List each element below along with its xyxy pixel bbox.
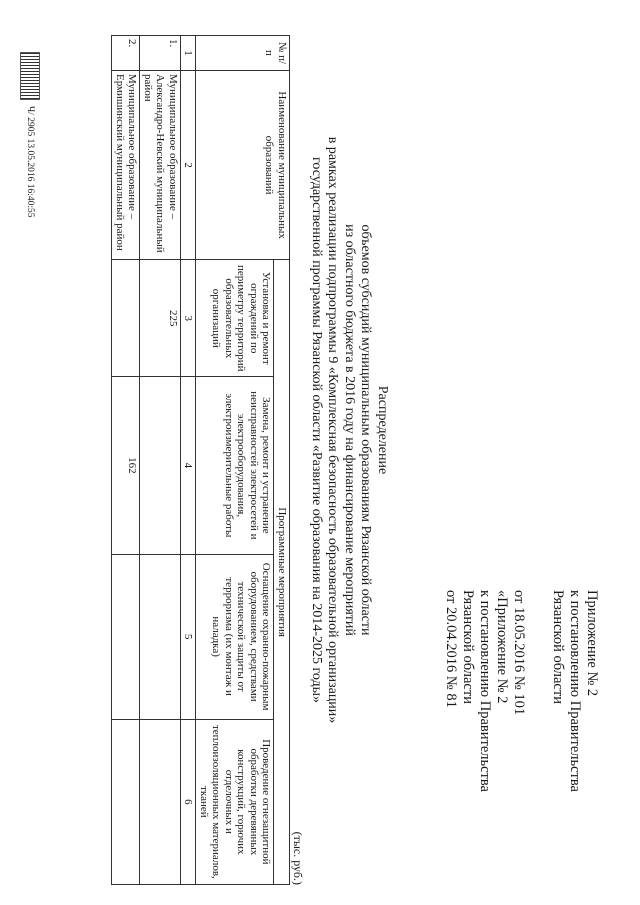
header-electrical: Замена, ремонт и устранение неисправностей электросетей и электрооборудования, электроизмерительные работы [196, 377, 274, 554]
title-line: из областного бюджета в 2016 году на финансирование мероприятий [342, 224, 357, 636]
header-num: № п/п [196, 36, 290, 71]
subsidy-table [112, 35, 291, 885]
column-number: 4 [181, 377, 197, 554]
row-value-security [112, 554, 140, 719]
header-security-equipment: Оснащение охранно-пожарным оборудованием, средствами технической защиты от терроризма (их монтаж и наладка) [196, 554, 274, 719]
table-row [112, 36, 140, 885]
column-number: 6 [181, 719, 197, 884]
row-value-electrical [140, 377, 181, 554]
appendix-line: к постановлению Правительства [477, 590, 493, 792]
registration-stamp [20, 52, 40, 217]
appendix-date: от 20.04.2016 № 81 [443, 590, 459, 708]
row-value-fences [112, 260, 140, 377]
appendix-previous [442, 590, 510, 792]
title-line: объемов субсидий муниципальным образованиям Рязанской области [358, 224, 374, 636]
row-name: Муниципальное образование – Александро-Невский муниципальный район [140, 70, 181, 259]
appendix-line: Рязанской области [460, 590, 476, 704]
appendix-line: Рязанской области [550, 590, 566, 704]
title-line: государственной программы Рязанской области «Развитие образования на 2014-2025 годы» [309, 156, 324, 704]
appendix-date: от 18.05.2016 № 101 [511, 590, 527, 716]
appendix-line: Приложение № 2 [584, 590, 600, 697]
title-line: в рамках реализации подпрограммы 9 «Комплексная безопасность образовательной организации» [325, 136, 341, 724]
row-num: 2. [112, 36, 140, 71]
row-value-security [140, 554, 181, 719]
barcode-icon [20, 52, 40, 100]
column-number: 1 [181, 36, 197, 71]
stamp-text: Ч/ 2905 13.05.2016 16:40:55 [25, 106, 35, 218]
header-fences: Установка и ремонт ограждений по периметру территорий образовательных организаций [196, 260, 274, 377]
table-row [140, 36, 181, 885]
appendix-line: к постановлению Правительства [567, 590, 583, 792]
column-number: 3 [181, 260, 197, 377]
header-name: Наименование муниципальных образований [196, 70, 290, 259]
column-number: 2 [181, 70, 197, 259]
appendix-current [510, 590, 600, 792]
appendix-line: «Приложение № 2 [494, 590, 510, 704]
row-value-fences: 225 [140, 260, 181, 377]
row-name: Муниципальное образование – Ермишинский муниципальный район [112, 70, 140, 259]
header-fire-treatment: Проведение огнезащитной обработки деревянных конструкций, горючих отделочных и теплоизоляционных материалов, тканей [196, 719, 274, 884]
units-label: (тыс. руб.) [291, 831, 305, 885]
row-value-fire [140, 719, 181, 884]
row-value-electrical: 162 [112, 377, 140, 554]
title-heading: Распределение [375, 385, 390, 475]
column-number: 5 [181, 554, 197, 719]
header-group: Программные мероприятия [274, 260, 290, 885]
row-value-fire [112, 719, 140, 884]
row-num: 1. [140, 36, 181, 71]
document-title [308, 100, 391, 760]
